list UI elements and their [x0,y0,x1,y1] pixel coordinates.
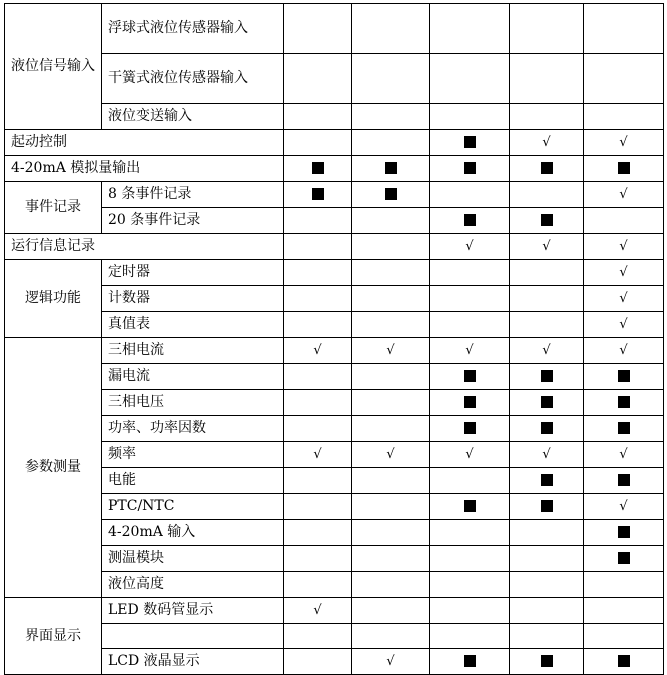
filled-square-mark [510,390,584,416]
table-row [5,338,664,364]
feature-sublabel: 真值表 [102,312,284,338]
empty-cell [430,520,510,546]
check-mark [430,234,510,260]
table-row [5,182,664,208]
black-square-icon [618,655,630,667]
check-icon: √ [542,343,551,358]
feature-sublabel: 三相电流 [102,338,284,364]
table-row [5,312,664,338]
empty-cell [352,416,430,442]
empty-cell [284,130,352,156]
empty-cell [352,312,430,338]
filled-square-mark [510,364,584,390]
check-mark [584,494,664,520]
empty-cell [284,54,352,104]
empty-cell [284,494,352,520]
check-mark [284,598,352,624]
feature-sublabel: 4-20mA 输入 [102,520,284,546]
filled-square-mark [284,156,352,182]
filled-square-mark [584,416,664,442]
table-row [5,286,664,312]
black-square-icon [385,162,397,174]
check-icon: √ [386,447,395,462]
check-mark [510,234,584,260]
table-row [5,468,664,494]
black-square-icon [464,370,476,382]
filled-square-mark [430,390,510,416]
check-icon: √ [619,447,628,462]
check-icon: √ [386,343,395,358]
table-row [5,260,664,286]
empty-cell [584,572,664,598]
table-row [5,649,664,675]
empty-cell [510,624,584,649]
table-row [5,494,664,520]
check-icon: √ [465,447,474,462]
empty-cell [284,312,352,338]
filled-square-mark [584,156,664,182]
table-row [5,624,664,649]
black-square-icon [464,214,476,226]
check-mark [430,338,510,364]
feature-sublabel: 漏电流 [102,364,284,390]
filled-square-mark [510,468,584,494]
filled-square-mark [510,416,584,442]
filled-square-mark [352,182,430,208]
feature-sublabel: 测温模块 [102,546,284,572]
empty-cell [510,286,584,312]
black-square-icon [541,396,553,408]
empty-cell [430,468,510,494]
check-mark [584,286,664,312]
check-mark [584,130,664,156]
check-icon: √ [619,187,628,202]
category-label: 参数测量 [5,338,102,598]
empty-cell [284,468,352,494]
check-icon: √ [619,317,628,332]
feature-sublabel: 液位高度 [102,572,284,598]
black-square-icon [464,422,476,434]
empty-cell [584,208,664,234]
empty-cell [352,390,430,416]
feature-sublabel: 8 条事件记录 [102,182,284,208]
empty-cell [284,208,352,234]
check-icon: √ [619,343,628,358]
table-row [5,416,664,442]
check-mark [284,442,352,468]
check-icon: √ [619,265,628,280]
empty-cell [430,260,510,286]
table-row [5,390,664,416]
empty-cell [352,624,430,649]
black-square-icon [541,500,553,512]
empty-cell [284,286,352,312]
filled-square-mark [430,130,510,156]
feature-sublabel [102,624,284,649]
table-row [5,4,664,54]
category-label: 逻辑功能 [5,260,102,338]
category-label: 液位信号输入 [5,4,102,130]
filled-square-mark [430,208,510,234]
empty-cell [510,572,584,598]
check-mark [510,338,584,364]
black-square-icon [312,162,324,174]
check-icon: √ [313,343,322,358]
filled-square-mark [430,364,510,390]
feature-sublabel: 20 条事件记录 [102,208,284,234]
check-mark [352,338,430,364]
filled-square-mark [584,649,664,675]
empty-cell [430,286,510,312]
feature-sublabel: LCD 液晶显示 [102,649,284,675]
black-square-icon [541,474,553,486]
empty-cell [430,182,510,208]
empty-cell [284,390,352,416]
empty-cell [352,104,430,130]
check-mark [584,234,664,260]
check-mark [352,649,430,675]
empty-cell [510,520,584,546]
empty-cell [352,598,430,624]
feature-sublabel: 计数器 [102,286,284,312]
check-mark [352,442,430,468]
category-label: 界面显示 [5,598,102,675]
feature-label: 起动控制 [5,130,284,156]
empty-cell [430,104,510,130]
feature-sublabel: LED 数码管显示 [102,598,284,624]
empty-cell [284,104,352,130]
feature-sublabel: 电能 [102,468,284,494]
table-row [5,104,664,130]
empty-cell [584,104,664,130]
empty-cell [510,4,584,54]
empty-cell [510,598,584,624]
table-row [5,156,664,182]
check-icon: √ [465,239,474,254]
empty-cell [510,546,584,572]
check-icon: √ [542,447,551,462]
check-mark [584,442,664,468]
filled-square-mark [430,156,510,182]
empty-cell [510,54,584,104]
check-mark [584,260,664,286]
check-icon: √ [542,239,551,254]
empty-cell [284,649,352,675]
empty-cell [284,546,352,572]
empty-cell [430,624,510,649]
empty-cell [284,416,352,442]
empty-cell [584,624,664,649]
black-square-icon [464,136,476,148]
feature-label: 4-20mA 模拟量输出 [5,156,284,182]
table-row [5,364,664,390]
empty-cell [510,182,584,208]
empty-cell [352,54,430,104]
empty-cell [284,624,352,649]
black-square-icon [618,162,630,174]
empty-cell [430,546,510,572]
table-row [5,442,664,468]
filled-square-mark [430,494,510,520]
empty-cell [352,364,430,390]
filled-square-mark [584,468,664,494]
check-icon: √ [313,447,322,462]
filled-square-mark [584,520,664,546]
check-mark [584,182,664,208]
empty-cell [352,130,430,156]
feature-sublabel: 干簧式液位传感器输入 [102,54,284,104]
table-row [5,572,664,598]
black-square-icon [618,526,630,538]
empty-cell [430,598,510,624]
empty-cell [284,364,352,390]
filled-square-mark [510,208,584,234]
check-icon: √ [619,239,628,254]
empty-cell [584,54,664,104]
black-square-icon [385,188,397,200]
filled-square-mark [510,156,584,182]
feature-comparison-table [4,3,664,675]
check-mark [510,130,584,156]
check-mark [584,338,664,364]
filled-square-mark [510,494,584,520]
empty-cell [510,312,584,338]
check-icon: √ [386,654,395,669]
filled-square-mark [584,546,664,572]
table-row [5,520,664,546]
table-row [5,234,664,260]
empty-cell [584,598,664,624]
black-square-icon [464,655,476,667]
empty-cell [352,520,430,546]
feature-sublabel: 浮球式液位传感器输入 [102,4,284,54]
check-icon: √ [619,499,628,514]
feature-sublabel: 频率 [102,442,284,468]
empty-cell [352,494,430,520]
table-row [5,546,664,572]
black-square-icon [464,500,476,512]
black-square-icon [541,370,553,382]
empty-cell [430,54,510,104]
category-label: 事件记录 [5,182,102,234]
empty-cell [284,260,352,286]
filled-square-mark [510,649,584,675]
table-row [5,130,664,156]
feature-sublabel: 三相电压 [102,390,284,416]
feature-sublabel: PTC/NTC [102,494,284,520]
check-mark [430,442,510,468]
empty-cell [352,286,430,312]
check-icon: √ [465,343,474,358]
empty-cell [510,104,584,130]
feature-label: 运行信息记录 [5,234,284,260]
empty-cell [284,4,352,54]
empty-cell [584,4,664,54]
filled-square-mark [430,649,510,675]
filled-square-mark [430,416,510,442]
empty-cell [430,4,510,54]
empty-cell [352,468,430,494]
empty-cell [352,208,430,234]
filled-square-mark [584,390,664,416]
filled-square-mark [284,182,352,208]
check-mark [584,312,664,338]
feature-sublabel: 定时器 [102,260,284,286]
empty-cell [284,234,352,260]
empty-cell [284,520,352,546]
black-square-icon [541,422,553,434]
empty-cell [510,260,584,286]
black-square-icon [464,162,476,174]
check-mark [510,442,584,468]
black-square-icon [464,396,476,408]
empty-cell [352,234,430,260]
empty-cell [352,572,430,598]
black-square-icon [618,396,630,408]
table-row [5,54,664,104]
check-icon: √ [542,135,551,150]
check-icon: √ [619,291,628,306]
feature-sublabel: 液位变送输入 [102,104,284,130]
empty-cell [352,4,430,54]
black-square-icon [312,188,324,200]
check-icon: √ [313,603,322,618]
empty-cell [430,312,510,338]
empty-cell [284,572,352,598]
check-mark [284,338,352,364]
filled-square-mark [584,364,664,390]
black-square-icon [541,655,553,667]
empty-cell [352,546,430,572]
black-square-icon [541,162,553,174]
black-square-icon [618,370,630,382]
black-square-icon [618,552,630,564]
feature-sublabel: 功率、功率因数 [102,416,284,442]
black-square-icon [618,474,630,486]
empty-cell [352,260,430,286]
table-row [5,598,664,624]
check-icon: √ [619,135,628,150]
filled-square-mark [352,156,430,182]
black-square-icon [618,422,630,434]
empty-cell [430,572,510,598]
black-square-icon [541,214,553,226]
table-row [5,208,664,234]
